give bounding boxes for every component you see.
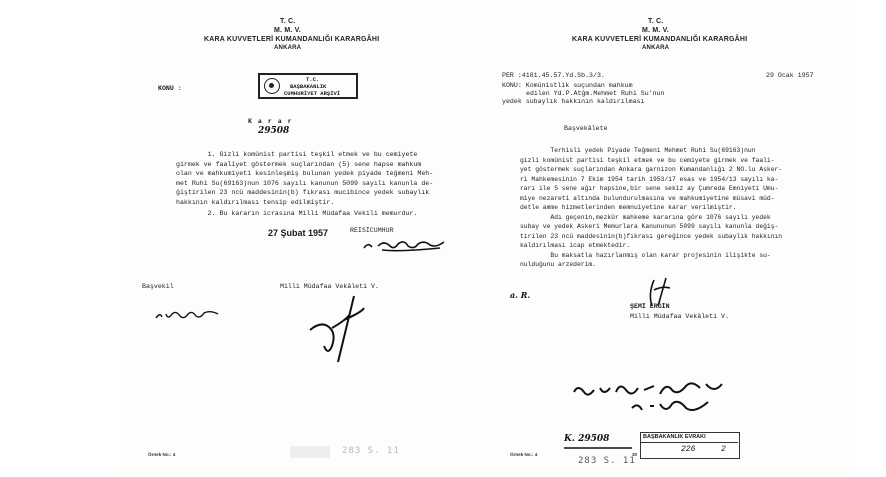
left-document-page (120, 0, 488, 477)
right-konu-line-3: yedek subaylık hakkının kaldırılması (502, 98, 645, 105)
left-date: 27 Şubat 1957 (268, 228, 329, 238)
right-header-tc: T. C. (648, 18, 664, 25)
registry-stamp-box (640, 432, 740, 459)
right-document-page (488, 0, 854, 477)
right-header-city: ANKARA (642, 45, 670, 51)
right-footer-stamp-number: 283 S. 11 (578, 456, 636, 466)
right-body-line: tirilen 23 ncü maddesinin(b)fıkrası gereğince yedek subaylık hakkının (520, 232, 783, 240)
karar-number: 29508 (258, 126, 290, 136)
left-header-tc: T. C. (280, 18, 296, 25)
left-header-city: ANKARA (274, 45, 302, 51)
right-body-line: detle amme hizmetlerinden memnuiyetine karar verilmiştir. (520, 204, 737, 211)
left-footer-label: Örnek No.: 4 (148, 452, 176, 457)
signer-name: ŞEMİ ERGİN (630, 303, 670, 310)
addressee: Başvekâlete (564, 125, 608, 132)
right-body-line: nulduğunu arzederim. (520, 261, 596, 268)
per-reference: PER :4181.45.57.Yd.Sb.3/3. (502, 72, 605, 79)
right-body-line: Terhisli yedek Piyade Teğmeni Mehmet Ruhi Su(69163)nun (520, 147, 756, 154)
margin-note: a. R. (510, 290, 531, 300)
right-date: 29 Ocak 1957 (766, 72, 814, 79)
registry-stamp-divider (641, 442, 738, 443)
right-header-mmv: M. M. V. (642, 27, 670, 34)
right-body-line: rarı ile 5 sene ağır hapsine,bir sene sekiz ay Çumreda Emniyeti Umu- (520, 185, 779, 192)
left-header-mmv: M. M. V. (274, 27, 302, 34)
signer-title: Milli Müdafaa Vekâleti V. (630, 313, 729, 320)
right-body-line: kaldırılması icap etmektedir. (520, 242, 631, 249)
handwritten-annotation-icon (568, 376, 798, 420)
left-konu-label: KONU : (158, 85, 182, 92)
basvekil-label: Başvekil (142, 283, 174, 290)
archive-stamp (258, 73, 358, 99)
registry-stamp-title: BAŞBAKANLIK EVRAKI (643, 434, 706, 440)
right-konu-line-1: KONU: Komünistlik suçundan mahkum (502, 82, 633, 89)
stamp-line-2: BAŞBAKANLIK (290, 83, 327, 90)
crescent-seal-icon (264, 78, 280, 94)
registry-stamp-number-2: 2 (721, 445, 726, 454)
registry-stamp-number: 226 (681, 445, 696, 454)
left-footer-faint-stamp (290, 446, 330, 458)
left-body-line: ğiştirilen 23 ncü maddesinin(b) fıkrası mucibince yedek subaylık (176, 189, 430, 196)
right-body-line: yet göstermek suçlarından Ankara garnizon Kumandanlığı 2 NO.lu Asker- (520, 166, 783, 173)
right-body-line: gizli komünist partisi teşkil etmek ve bu cemiyete girmek ve faali- (520, 156, 775, 164)
right-footer-label: Örnek No.: 4 (510, 452, 538, 457)
minister-signature-icon (302, 290, 376, 364)
right-footer-small-number: 30 (632, 452, 638, 457)
left-body-line: met Ruhi Su(69163)nun 1076 sayılı kanunun 5099 sayılı kanunla de- (176, 179, 434, 187)
left-body-line: olan ve mahkumiyeti kesinleşmiş bulunan yedek piyade teğmeni Meh- (176, 170, 434, 177)
right-body-line: miye nezareti altında bulundurulmasına ve mahkumiyetine müsavi müd- (520, 194, 775, 202)
president-signature-icon (360, 236, 452, 256)
karar-title: K a r a r (248, 118, 293, 125)
left-body-line: girmek ve faaliyet göstermek suçlarından (5) sene hapse mahkum (176, 160, 422, 168)
right-konu-line-2: edilen Yd.P.Atğm.Mehmet Ruhi Su'nun (526, 90, 665, 97)
right-body-line: Adı geçenin,mezkûr mahkeme kararına göre 1076 sayılı yedek (520, 213, 771, 221)
underline-icon (564, 446, 634, 450)
left-body-line: hakkının kaldırılması tensip edilmiştir. (176, 198, 335, 206)
left-body-line: 1. Gizli komünist partisi teşkil etmek ve bu cemiyete (176, 151, 418, 158)
stamp-line-1: T.C. (306, 76, 320, 83)
left-body-text (176, 150, 433, 219)
right-footer-k-number: K. 29508 (564, 434, 610, 444)
right-body-line: Bu maksatla hazırlanmış olan karar projesinin ilişikte su- (520, 251, 771, 259)
right-header-command: KARA KUVVETLERİ KUMANDANLIĞI KARARGÂHI (572, 36, 748, 43)
left-body-line: 2. Bu kararın icrasına Milli Müdafaa Vekili memurdur. (176, 210, 418, 217)
stamp-line-3: CUMHURİYET ARŞİVİ (284, 90, 341, 97)
left-footer-stamp-number: 283 S. 11 (342, 446, 400, 456)
left-milli-mudafaa-label: Milli Müdafaa Vekâleti V. (280, 283, 379, 290)
left-header-command: KARA KUVVETLERİ KUMANDANLIĞI KARARGÂHI (204, 36, 380, 43)
right-body-text (520, 146, 782, 270)
right-body-line: ri Mahkemesinin 7 Ekim 1954 tarih 1953/17 esas ve 1954/13 sayılı ka- (520, 175, 779, 183)
basvekil-signature-icon (154, 306, 224, 322)
right-body-line: subay ve yedek Askeri Memurlara Kanununun 5099 sayılı kanunla değiş- (520, 223, 779, 230)
reisicumhur-label: REİSİCUMHUR (350, 227, 394, 234)
